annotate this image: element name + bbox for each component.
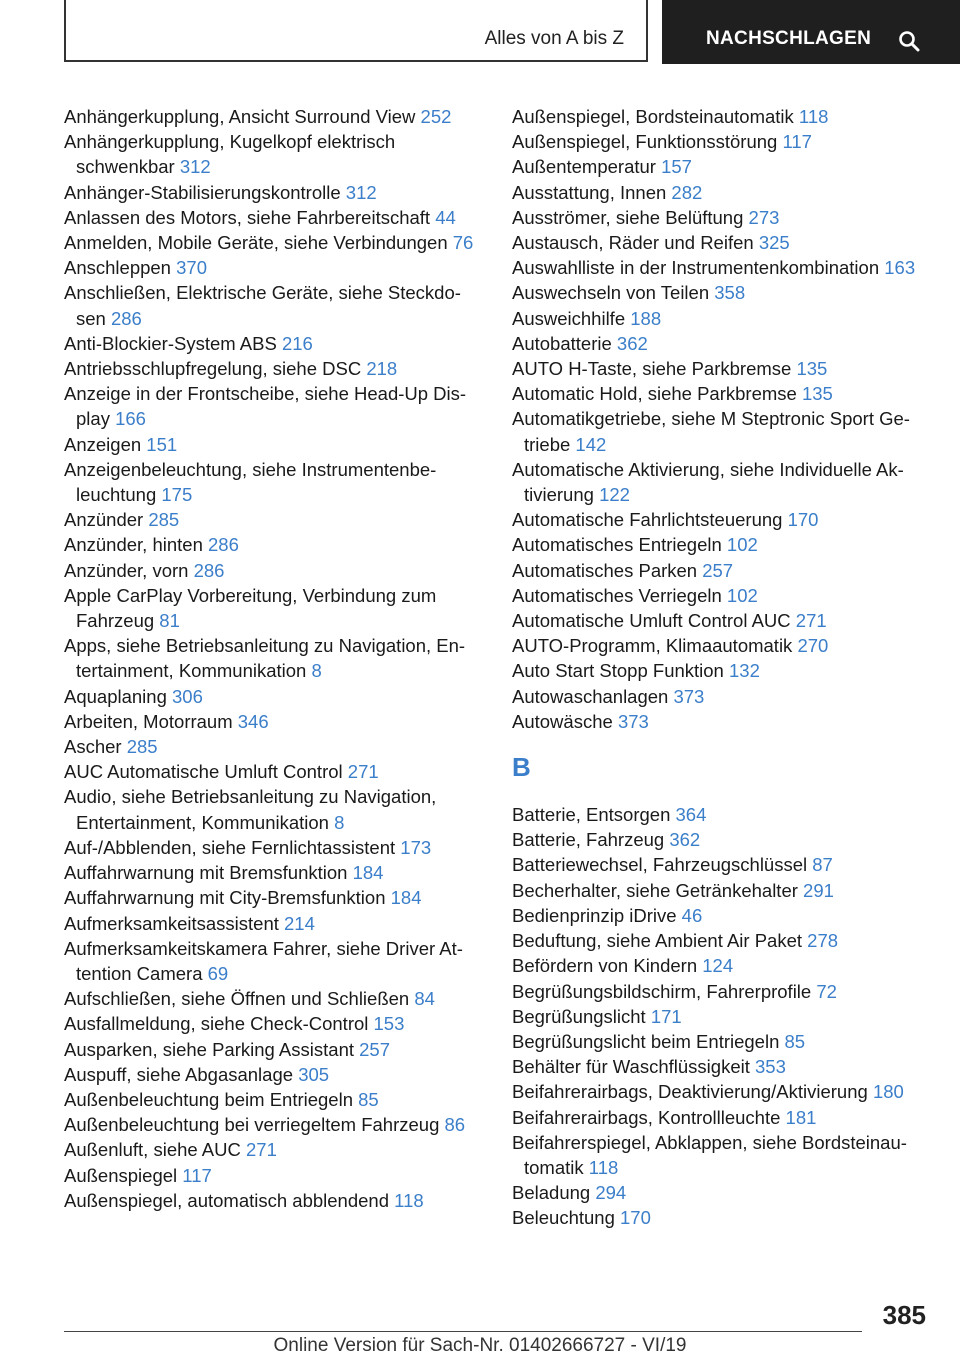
index-entry	[512, 1004, 942, 1029]
index-entry	[512, 507, 942, 532]
page-link[interactable]: 305	[298, 1063, 330, 1085]
index-entry	[512, 852, 942, 877]
entry-text: Ausweichhilfe	[512, 307, 626, 329]
entry-text: Außenbeleuchtung bei verriegeltem Fahrzeug	[64, 1114, 440, 1136]
page-link[interactable]: 102	[726, 584, 758, 606]
index-entry	[512, 1105, 942, 1130]
entry-text: Automatic Hold, siehe Parkbremse	[512, 383, 797, 405]
search-icon[interactable]	[898, 30, 920, 52]
page-link[interactable]: 294	[595, 1182, 627, 1204]
entry-text: Anlassen des Motors, siehe Fahrbereitschaft	[64, 206, 431, 228]
index-entry	[512, 583, 942, 608]
index-group-b	[512, 802, 942, 1230]
page-link[interactable]: 286	[193, 559, 225, 581]
page-link[interactable]: 358	[714, 282, 746, 304]
page-link[interactable]: 170	[787, 509, 819, 531]
entry-text: AUC Automatische Umluft Control	[64, 761, 343, 783]
page-link[interactable]: 102	[726, 534, 758, 556]
entry-text: Batteriewechsel, Fahrzeugschlüssel	[512, 854, 808, 876]
page-link[interactable]: 151	[146, 433, 178, 455]
entry-text: Anzeige in der Frontscheibe, siehe Head-Up Display	[64, 383, 467, 430]
index-entry	[512, 381, 942, 406]
entry-text: Apple CarPlay Vorbereitung, Verbindung zum Fahrzeug	[64, 584, 437, 632]
index-entry	[512, 230, 942, 255]
page-link[interactable]: 278	[807, 930, 839, 952]
index-entry	[64, 885, 484, 910]
footer-text: Online Version für Sach-Nr. 01402666727 - VI/19	[273, 1335, 687, 1356]
page-link[interactable]: 325	[758, 232, 790, 254]
page-link[interactable]: 373	[617, 710, 649, 732]
index-entry	[512, 928, 942, 953]
page-link[interactable]: 44	[435, 206, 456, 228]
entry-text: Beduftung, siehe Ambient Air Paket	[512, 930, 803, 952]
index-entry	[64, 507, 484, 532]
entry-text: Auf-/Abblenden, siehe Fernlichtassistent	[64, 836, 396, 858]
index-entry	[64, 331, 484, 356]
page-link[interactable]: 81	[159, 610, 180, 632]
page-link[interactable]: 218	[366, 358, 398, 380]
index-entry	[512, 658, 942, 683]
index-entry	[512, 129, 942, 154]
index-entry	[512, 633, 942, 658]
index-entry	[64, 104, 484, 129]
entry-text: Aufmerksamkeitskamera Fahrer, siehe Driver Attention Camera	[64, 937, 463, 984]
entry-text: Automatische Fahrlichtsteuerung	[512, 509, 783, 531]
entry-text: Anzeigen	[64, 433, 142, 455]
entry-text: Außenbeleuchtung beim Entriegeln	[64, 1088, 353, 1110]
index-entry	[512, 1180, 942, 1205]
page-link[interactable]: 118	[394, 1189, 424, 1211]
index-entry	[512, 205, 942, 230]
page-link[interactable]: 286	[208, 534, 239, 556]
entry-text: Automatikgetriebe, siehe M Steptronic Sport Getriebe	[512, 408, 910, 455]
index-entry	[512, 1130, 942, 1180]
entry-text: Automatisches Verriegeln	[512, 584, 722, 606]
page-link[interactable]: 214	[284, 912, 315, 934]
index-entry	[512, 979, 942, 1004]
entry-text: Audio, siehe Betriebsanleitung zu Navigation, Entertainment, Kommunikation	[64, 786, 437, 833]
entry-text: Automatische Aktivierung, siehe Individuelle Aktivierung	[512, 458, 904, 506]
footer-divider	[64, 1331, 862, 1332]
entry-text: Austausch, Räder und Reifen	[512, 232, 754, 254]
page-link[interactable]: 117	[182, 1164, 212, 1186]
entry-text: Anti-Blockier-System ABS	[64, 332, 277, 354]
entry-text: Automatische Umluft Control AUC	[512, 610, 791, 632]
entry-text: Anmelden, Mobile Geräte, siehe Verbindungen	[64, 232, 448, 254]
entry-text: Autowaschanlagen	[512, 685, 669, 707]
page-link[interactable]: 282	[671, 181, 703, 203]
entry-text: Anhängerkupplung, Kugelkopf elektrisch schwenkbar	[64, 131, 396, 178]
page-link[interactable]: 285	[148, 509, 180, 531]
entry-text: Auswechseln von Teilen	[512, 282, 710, 304]
page-link[interactable]: 8	[334, 811, 345, 833]
index-entry	[64, 759, 484, 784]
page-link[interactable]: 184	[390, 887, 422, 909]
page-link[interactable]: 353	[755, 1056, 786, 1078]
index-entry	[512, 180, 942, 205]
index-entry	[64, 1087, 484, 1112]
page-link[interactable]: 273	[748, 206, 780, 228]
index-entry	[512, 1054, 942, 1079]
page-link[interactable]: 135	[801, 383, 833, 405]
page-link[interactable]: 184	[352, 862, 384, 884]
entry-text: Anhängerkupplung, Ansicht Surround View	[64, 106, 416, 127]
page-header	[64, 0, 960, 64]
page-link[interactable]: 181	[785, 1106, 817, 1128]
index-entry	[64, 583, 484, 633]
page-link[interactable]: 306	[172, 685, 203, 707]
index-entry	[512, 1205, 942, 1230]
index-entry	[64, 709, 484, 734]
page-link[interactable]: 153	[373, 1013, 405, 1035]
entry-text: Ausströmer, siehe Belüftung	[512, 206, 744, 228]
entry-text: Anzünder	[64, 509, 144, 531]
entry-text: Begrüßungsbildschirm, Fahrerprofile	[512, 980, 812, 1002]
page-link[interactable]: 286	[110, 307, 142, 329]
index-entry	[512, 457, 942, 507]
entry-text: Befördern von Kindern	[512, 955, 698, 977]
entry-text: Auto Start Stopp Funktion	[512, 660, 724, 682]
index-group-a	[512, 104, 942, 734]
index-entry	[512, 280, 942, 305]
entry-text: Batterie, Entsorgen	[512, 804, 671, 826]
section-title: Alles von A bis Z	[484, 28, 624, 49]
index-entry	[512, 356, 942, 381]
index-entry	[64, 633, 484, 683]
entry-text: Autobatterie	[512, 332, 612, 354]
index-entry	[512, 1029, 942, 1054]
index-entry	[512, 827, 942, 852]
index-entry	[64, 784, 484, 834]
page-link[interactable]: 370	[176, 257, 207, 279]
page-link[interactable]: 285	[126, 736, 158, 758]
page-link[interactable]: 69	[207, 962, 229, 984]
entry-text: Auswahlliste in der Instrumentenkombination	[512, 257, 880, 279]
entry-text: Anschleppen	[64, 257, 171, 279]
entry-text: Automatisches Parken	[512, 559, 698, 581]
page-link[interactable]: 291	[803, 879, 834, 901]
entry-text: Begrüßungslicht beim Entriegeln	[512, 1030, 780, 1052]
entry-text: Behälter für Waschflüssigkeit	[512, 1056, 750, 1078]
index-entry	[512, 558, 942, 583]
page-link[interactable]: 118	[798, 106, 829, 127]
index-entry	[512, 709, 942, 734]
entry-text: Außenspiegel, automatisch abblendend	[64, 1189, 390, 1211]
index-letter-heading: B	[512, 752, 531, 783]
index-column-right	[512, 104, 942, 1231]
index-entry	[64, 936, 484, 986]
page-link[interactable]: 175	[161, 484, 193, 506]
entry-text: Bedienprinzip iDrive	[512, 904, 677, 926]
index-entry	[64, 381, 484, 431]
index-entry	[64, 255, 484, 280]
entry-text: Beleuchtung	[512, 1207, 615, 1229]
index-entry	[64, 205, 484, 230]
page-link[interactable]: 8	[311, 660, 322, 682]
entry-text: Apps, siehe Betriebsanleitung zu Navigation, Entertainment, Kommunikation	[64, 635, 466, 682]
page-link[interactable]: 180	[872, 1081, 904, 1103]
page-link[interactable]: 312	[345, 181, 377, 203]
entry-text: Aufmerksamkeitsassistent	[64, 912, 279, 934]
index-entry	[64, 911, 484, 936]
page-link[interactable]: 122	[599, 484, 630, 506]
page-link[interactable]: 252	[420, 106, 452, 127]
entry-text: Beifahrerspiegel, Abklappen, siehe Bordsteinautomatik	[512, 1131, 907, 1178]
index-entry	[64, 1037, 484, 1062]
entry-text: Aufschließen, siehe Öffnen und Schließen	[64, 988, 410, 1010]
page-link[interactable]: 84	[414, 988, 435, 1010]
entry-text: Auspuff, siehe Abgasanlage	[64, 1063, 294, 1085]
index-entry	[512, 255, 942, 280]
tab-label: NACHSCHLAGEN	[706, 28, 872, 49]
page-link[interactable]: 46	[681, 904, 703, 926]
entry-text: Anzeigenbeleuchtung, siehe Instrumentenbeleuchtung	[64, 458, 437, 506]
entry-text: Beifahrerairbags, Kontrollleuchte	[512, 1106, 781, 1128]
page-link[interactable]: 171	[650, 1005, 682, 1027]
index-entry	[512, 878, 942, 903]
page-link[interactable]: 373	[673, 685, 705, 707]
page-link[interactable]: 87	[812, 854, 833, 876]
page-link[interactable]: 135	[796, 358, 828, 380]
index-entry	[64, 129, 484, 179]
page-link[interactable]: 166	[115, 408, 146, 430]
index-entry	[512, 306, 942, 331]
page-link[interactable]: 362	[669, 829, 701, 851]
entry-text: Außenspiegel	[64, 1164, 178, 1186]
page-link[interactable]: 85	[358, 1088, 379, 1110]
index-entry	[512, 1079, 942, 1104]
page-link[interactable]: 346	[237, 710, 269, 732]
entry-text: Anzünder, hinten	[64, 534, 203, 556]
page-link[interactable]: 257	[702, 559, 734, 581]
entry-text: Außenluft, siehe AUC	[64, 1139, 241, 1161]
page-link[interactable]: 124	[702, 955, 734, 977]
page-link[interactable]: 188	[630, 307, 662, 329]
entry-text: Auffahrwarnung mit Bremsfunktion	[64, 862, 348, 884]
page-link[interactable]: 85	[784, 1030, 806, 1052]
page-link[interactable]: 163	[884, 257, 916, 279]
page-link[interactable]: 362	[616, 332, 648, 354]
section-header-box	[64, 0, 648, 62]
entry-text: Automatisches Entriegeln	[512, 534, 722, 556]
entry-text: Antriebsschlupfregelung, siehe DSC	[64, 358, 362, 380]
entry-text: Anzünder, vorn	[64, 559, 189, 581]
entry-text: Ascher	[64, 736, 122, 758]
index-entry	[512, 532, 942, 557]
page-link[interactable]: 117	[782, 131, 812, 153]
page-link[interactable]: 271	[795, 610, 827, 632]
entry-text: Aquaplaning	[64, 685, 167, 707]
entry-text: Arbeiten, Motorraum	[64, 710, 233, 732]
page-link[interactable]: 364	[675, 804, 707, 826]
index-entry	[64, 1188, 484, 1213]
entry-text: Außenspiegel, Funktionsstörung	[512, 131, 778, 153]
entry-text: Auffahrwarnung mit City-Bremsfunktion	[64, 887, 386, 909]
index-entry	[512, 104, 942, 129]
entry-text: Beifahrerairbags, Deaktivierung/Aktivierung	[512, 1081, 868, 1103]
page-link[interactable]: 173	[400, 836, 432, 858]
page-link[interactable]: 157	[661, 156, 692, 178]
index-entry	[64, 986, 484, 1011]
entry-text: Autowäsche	[512, 710, 613, 732]
index-entry	[64, 835, 484, 860]
index-entry	[64, 1163, 484, 1188]
page-link[interactable]: 118	[588, 1156, 619, 1178]
index-entry	[64, 1062, 484, 1087]
page-link[interactable]: 132	[729, 660, 760, 682]
entry-text: Ausfallmeldung, siehe Check-Control	[64, 1013, 369, 1035]
page-link[interactable]: 270	[797, 635, 829, 657]
index-column-left	[64, 104, 484, 1213]
page-link[interactable]: 257	[359, 1038, 391, 1060]
index-entry	[64, 432, 484, 457]
index-entry	[64, 734, 484, 759]
index-entry	[512, 684, 942, 709]
page-link[interactable]: 312	[179, 156, 211, 178]
entry-text: Ausstattung, Innen	[512, 181, 667, 203]
page-link[interactable]: 142	[575, 433, 607, 455]
index-entry	[64, 356, 484, 381]
index-entry	[64, 180, 484, 205]
page-link[interactable]: 271	[347, 761, 379, 783]
entry-text: Begrüßungslicht	[512, 1005, 646, 1027]
index-entry	[64, 558, 484, 583]
entry-text: Beladung	[512, 1182, 591, 1204]
entry-text: Außentemperatur	[512, 156, 656, 178]
index-entry	[512, 953, 942, 978]
index-entry	[512, 406, 942, 456]
page-link[interactable]: 86	[444, 1114, 466, 1136]
entry-text: Anhänger-Stabilisierungskontrolle	[64, 181, 341, 203]
page-link[interactable]: 76	[452, 232, 474, 254]
index-entry	[64, 684, 484, 709]
page-number: 385	[882, 1300, 926, 1330]
entry-text: AUTO H-Taste, siehe Parkbremse	[512, 358, 792, 380]
index-entry	[64, 230, 484, 255]
index-entry	[64, 1137, 484, 1162]
index-entry	[64, 1011, 484, 1036]
index-entry	[512, 608, 942, 633]
index-entry	[512, 802, 942, 827]
page-link[interactable]: 271	[246, 1139, 277, 1161]
index-entry	[512, 154, 942, 179]
index-entry	[64, 1112, 484, 1137]
entry-text: Außenspiegel, Bordsteinautomatik	[512, 106, 794, 127]
entry-text: Ausparken, siehe Parking Assistant	[64, 1038, 354, 1060]
page-link[interactable]: 170	[620, 1207, 651, 1229]
page-link[interactable]: 72	[816, 980, 837, 1002]
index-entry	[64, 280, 484, 330]
entry-text: Batterie, Fahrzeug	[512, 829, 665, 851]
index-entry	[64, 860, 484, 885]
entry-text: Becherhalter, siehe Getränkehalter	[512, 879, 798, 901]
entry-text: Anschließen, Elektrische Geräte, siehe Steckdosen	[64, 282, 461, 329]
tab-nachschlagen[interactable]	[662, 0, 960, 64]
index-entry	[512, 903, 942, 928]
entry-text: AUTO-Programm, Klimaautomatik	[512, 635, 793, 657]
page-link[interactable]: 216	[281, 332, 313, 354]
index-entry	[64, 457, 484, 507]
index-entry	[64, 532, 484, 557]
index-entry	[512, 331, 942, 356]
